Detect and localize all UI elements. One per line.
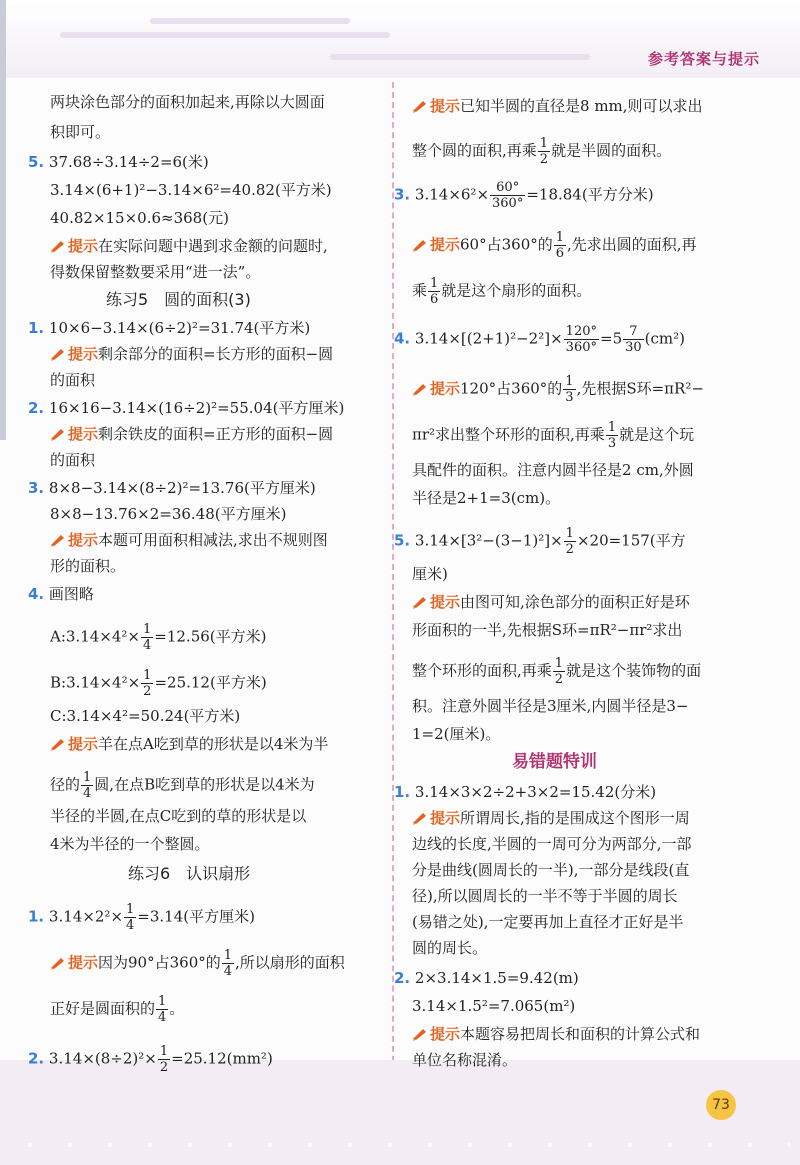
- answer-number: 5.: [394, 531, 411, 550]
- fraction: $\frac{1}{4}$: [126, 902, 135, 933]
- tip-label: 提示: [68, 345, 99, 363]
- answer-4: [28, 584, 94, 604]
- answer-text: 40.82×15×0.6≈368(元): [50, 209, 229, 227]
- formula-part: 3.14×6²×: [414, 185, 490, 204]
- tip-text: 边线的长度,半圆的一周可分为两部分,一部: [412, 835, 692, 853]
- fraction: $\frac{1}{4}$: [223, 948, 233, 979]
- text-line: 两块涂色部分的面积加起来,再除以大圆面: [50, 93, 325, 111]
- answer-2: [394, 968, 579, 988]
- answer-number: 1.: [28, 319, 45, 337]
- answer-3: [28, 478, 316, 498]
- tip-text: 。: [169, 999, 185, 1018]
- formula-part: 3.14×(8÷2)²×: [48, 1049, 157, 1068]
- tip-label: 提示: [430, 593, 461, 611]
- answer-number: 1.: [28, 907, 45, 926]
- formula-part: ×20=157(平方: [576, 531, 686, 550]
- column-divider: [392, 82, 394, 1082]
- answer-text: 3.14×3×2÷2+3×2=15.42(分米): [414, 783, 657, 801]
- tip-text: 羊在点A吃到草的形状是以4米为半: [98, 735, 329, 753]
- tip-text: 所谓周长,指的是围成这个图形一周: [460, 809, 690, 827]
- tip-text: 本题容易把周长和面积的计算公式和: [460, 1025, 701, 1043]
- pencil-icon: [50, 956, 66, 970]
- pencil-icon: [412, 238, 428, 252]
- pencil-icon: [50, 347, 66, 361]
- answer-text: 画图略: [48, 585, 94, 603]
- tip-line: [50, 994, 184, 1025]
- answer-2: [28, 1044, 273, 1075]
- answer-text: 3.14×(6+1)²−3.14×6²=40.82(平方米): [50, 181, 332, 199]
- tip-text: 具配件的面积。注意内圆半径是2 cm,外圆: [412, 461, 694, 479]
- answer-1: [28, 902, 255, 933]
- fraction: $\frac{1}{3}$: [607, 420, 617, 451]
- answer-1: [394, 782, 656, 802]
- answer-text: C:3.14×4²=50.24(平方米): [50, 707, 241, 725]
- tip-text: 剩余铁皮的面积=正方形的面积−圆: [98, 425, 334, 443]
- tip-label: 提示: [430, 235, 461, 254]
- tip-text: 本题可用面积相减法,求出不规则图: [98, 531, 328, 549]
- tip-line: [412, 420, 694, 451]
- formula-part: 3.14×[(2+1)²−2²]×: [414, 329, 563, 348]
- tip-text: 已知半圆的直径是8 mm,则可以求出: [460, 97, 703, 115]
- header-stripe: [330, 54, 590, 60]
- tip-line: [50, 424, 333, 444]
- answer-number: 2.: [28, 1049, 45, 1068]
- tip-text: 剩余部分的面积=长方形的面积−圆: [98, 345, 334, 363]
- tip-text: 的面积: [50, 371, 96, 389]
- fraction: $\frac{1}{2}$: [159, 1044, 169, 1075]
- answer-text: 8×8−13.76×2=36.48(平方厘米): [50, 505, 287, 523]
- tip-text: 得数保留整数要采用“进一法”。: [50, 263, 261, 281]
- tip-line: [412, 230, 697, 261]
- tip-line: [412, 136, 671, 167]
- answer-number: 5.: [28, 153, 45, 171]
- tip-line: [412, 96, 703, 116]
- tip-text: ,所以扇形的面积: [235, 953, 345, 972]
- text-line: 积即可。: [50, 123, 111, 141]
- formula-part: (cm²): [644, 329, 686, 348]
- answer-text: 厘米): [412, 565, 448, 583]
- answer-5: [28, 152, 209, 172]
- tip-label: 提示: [430, 809, 461, 827]
- tip-text: 在实际问题中遇到求金额的问题时,: [98, 237, 328, 255]
- tip-line: [412, 808, 690, 828]
- tip-label: 提示: [68, 953, 99, 972]
- answer-text: 8×8−3.14×(8÷2)²=13.76(平方厘米): [48, 479, 316, 497]
- tip-label: 提示: [68, 735, 99, 753]
- pencil-icon: [50, 427, 66, 441]
- tip-text: 因为90°占360°的: [98, 953, 221, 972]
- tip-label: 提示: [68, 425, 99, 443]
- tip-text: ,先求出圆的面积,再: [567, 235, 697, 254]
- tip-text: 整个环形的面积,再乘: [412, 661, 552, 680]
- fraction: $\frac{1}{3}$: [565, 374, 574, 405]
- tip-line: [50, 530, 328, 550]
- pencil-icon: [412, 595, 428, 609]
- tip-text: 形的面积。: [50, 557, 126, 575]
- answer-2: [28, 398, 344, 418]
- tip-label: 提示: [430, 97, 461, 115]
- tip-line: [412, 374, 704, 405]
- tip-text: 分是曲线(圆周长的一半),一部分是线段(直: [412, 861, 690, 879]
- tip-text: 由图可知,涂色部分的面积正好是环: [460, 593, 690, 611]
- tip-text: 圆,在点B吃到草的形状是以4米为: [94, 775, 315, 794]
- tip-label: 提示: [430, 379, 461, 398]
- tip-label: 提示: [430, 1025, 461, 1043]
- formula-part: =3.14(平方厘米): [137, 907, 255, 926]
- fraction: $\frac{1}{4}$: [83, 770, 92, 801]
- pencil-icon: [50, 239, 66, 253]
- tip-text: 径),所以圆周长的一半不等于半圆的周长: [412, 887, 678, 905]
- tip-line: [412, 276, 591, 307]
- answer-number: 2.: [28, 399, 45, 417]
- answer-1: [28, 318, 310, 338]
- formula-part: 3.14×2²×: [48, 907, 124, 926]
- tip-line: [412, 656, 701, 687]
- formula-part: =5: [600, 329, 623, 348]
- tip-text: 1=2(厘米)。: [412, 725, 501, 743]
- tip-text: 就是这个装饰物的面: [566, 661, 702, 680]
- header-title: 参考答案与提示: [647, 50, 760, 68]
- tip-text: 就是这个扇形的面积。: [441, 281, 592, 300]
- fraction: $\frac{1}{2}$: [143, 668, 152, 699]
- answer-number: 1.: [394, 783, 411, 801]
- formula-part: =25.12(mm²): [171, 1049, 273, 1068]
- tip-text: 就是半圆的面积。: [551, 141, 672, 160]
- section-heading: 易错题特训: [512, 752, 597, 772]
- answer-text: 37.68÷3.14÷2=6(米): [48, 153, 209, 171]
- tip-label: 提示: [68, 531, 99, 549]
- answer-5: [394, 526, 686, 557]
- pencil-icon: [412, 1027, 428, 1041]
- answer-text: 2×3.14×1.5=9.42(m): [414, 969, 579, 987]
- tip-text: 4米为半径的一个整圆。: [50, 835, 210, 853]
- answer-text: 16×16−3.14×(16÷2)²=55.04(平方厘米): [48, 399, 345, 417]
- tip-line: [412, 592, 690, 612]
- tip-text: 乘: [412, 281, 428, 300]
- section-heading: 练习5 圆的面积(3): [106, 290, 251, 309]
- formula-part: =18.84(平方分米): [526, 185, 654, 204]
- section-heading: 练习6 认识扇形: [128, 864, 251, 883]
- answer-number: 2.: [394, 969, 411, 987]
- tip-text: 径的: [50, 775, 81, 794]
- formula-part: =12.56(平方米): [154, 627, 267, 646]
- pencil-icon: [412, 382, 428, 396]
- tip-text: 单位名称混淆。: [412, 1051, 518, 1069]
- tip-text: 整个圆的面积,再乘: [412, 141, 537, 160]
- pencil-icon: [50, 533, 66, 547]
- pencil-icon: [412, 99, 428, 113]
- page-edge-bar: [0, 0, 6, 440]
- formula-part: 3.14×[3²−(3−1)²]×: [414, 531, 563, 550]
- formula-part: B:3.14×4²×: [50, 673, 141, 692]
- tip-line: [50, 236, 328, 256]
- fraction: $\frac{1}{2}$: [565, 526, 574, 557]
- answer-line-a: [50, 622, 266, 653]
- answer-text: 3.14×1.5²=7.065(m²): [412, 997, 576, 1015]
- tip-text: 积。注意外圆半径是3厘米,内圆半径是3−: [412, 697, 689, 715]
- fraction: $\frac{1}{4}$: [158, 994, 167, 1025]
- tip-line: [412, 1024, 700, 1044]
- fraction: $\frac{1}{6}$: [430, 276, 439, 307]
- fraction: $\frac{1}{6}$: [555, 230, 565, 261]
- answer-4: [394, 324, 685, 355]
- header-stripe: [60, 32, 390, 38]
- fraction: $\frac{120^\circ}{360^\circ}$: [565, 324, 597, 355]
- answer-text: 10×6−3.14×(6÷2)²=31.74(平方米): [48, 319, 311, 337]
- formula-part: A:3.14×4²×: [50, 627, 140, 646]
- formula-part: =25.12(平方米): [154, 673, 267, 692]
- tip-text: 形面积的一半,先根据S环=πR²−πr²求出: [412, 621, 683, 639]
- answer-line-b: [50, 668, 267, 699]
- answer-3: [394, 180, 654, 211]
- tip-line: [50, 734, 328, 754]
- page-number: 73: [706, 1090, 736, 1120]
- fraction: $\frac{1}{2}$: [554, 656, 564, 687]
- answer-number: 3.: [28, 479, 45, 497]
- fraction: $\frac{7}{30}$: [625, 324, 642, 355]
- fraction: $\frac{60^\circ}{360^\circ}$: [492, 180, 524, 211]
- tip-label: 提示: [68, 237, 99, 255]
- fraction: $\frac{1}{2}$: [539, 136, 549, 167]
- tip-text: 的面积: [50, 451, 96, 469]
- answer-number: 4.: [394, 329, 411, 348]
- tip-text: πr²求出整个环形的面积,再乘: [412, 425, 605, 444]
- tip-text: 半径是2+1=3(cm)。: [412, 489, 561, 507]
- answer-number: 3.: [394, 185, 411, 204]
- tip-text: 60°占360°的: [460, 235, 553, 254]
- tip-text: 就是这个玩: [619, 425, 695, 444]
- fraction: $\frac{1}{4}$: [142, 622, 152, 653]
- answer-number: 4.: [28, 585, 45, 603]
- pencil-icon: [412, 811, 428, 825]
- header-stripe: [150, 18, 350, 24]
- footer-dots: [10, 1140, 790, 1150]
- tip-text: 圆的周长。: [412, 939, 488, 957]
- tip-text: (易错之处),一定要再加上直径才正好是半: [412, 913, 684, 931]
- tip-text: 正好是圆面积的: [50, 999, 156, 1018]
- tip-line: [50, 770, 315, 801]
- tip-text: ,先根据S环=πR²−: [576, 379, 704, 398]
- tip-line: [50, 948, 345, 979]
- tip-text: 半径的半圆,在点C吃到的草的形状是以: [50, 807, 307, 825]
- pencil-icon: [50, 737, 66, 751]
- tip-line: [50, 344, 333, 364]
- tip-text: 120°占360°的: [460, 379, 563, 398]
